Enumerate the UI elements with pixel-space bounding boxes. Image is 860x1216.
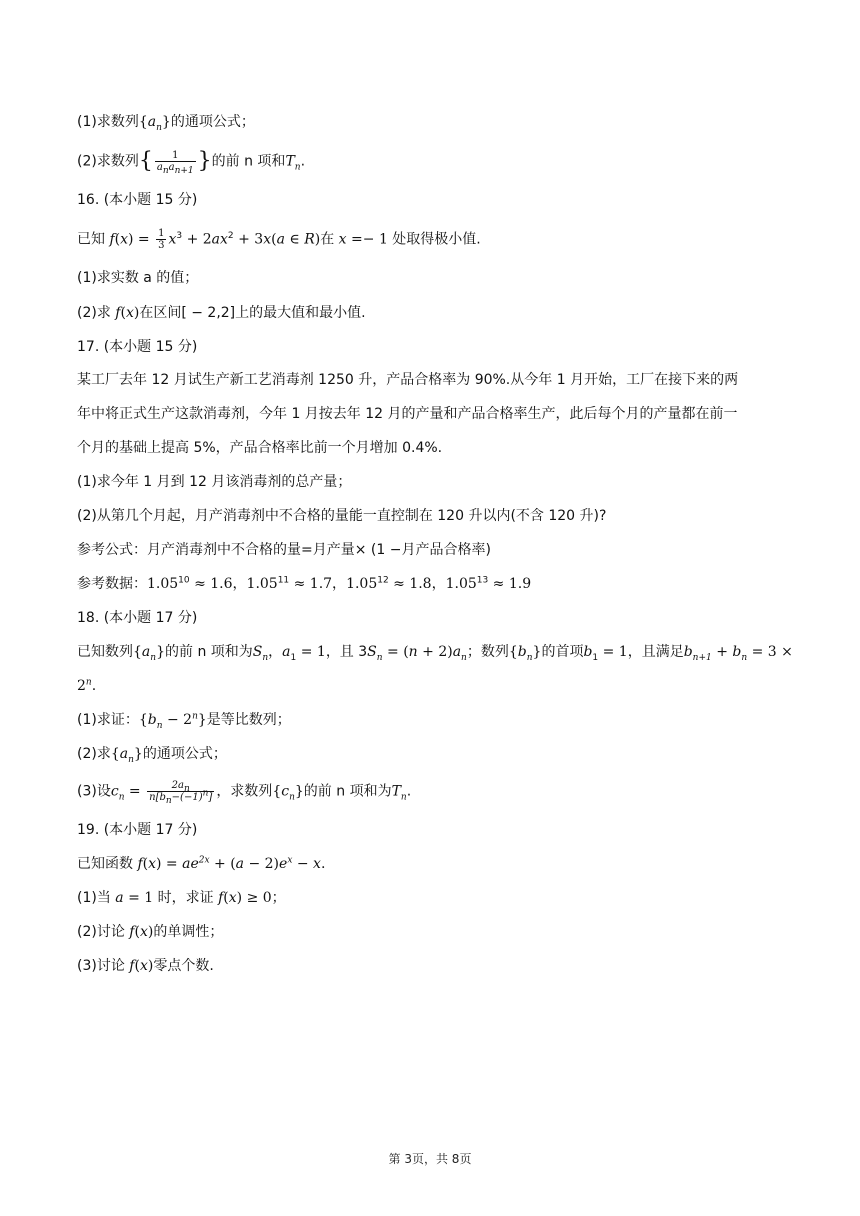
q17-stem-line2: 年中将正式生产这款消毒剂，今年 1 月按去年 12 月的产量和产品合格率生产，此后每个月的产量都在前一 (77, 406, 738, 422)
q19-part3: (3)讨论 f(x)零点个数. (77, 958, 214, 974)
q18-part2: (2)求$\{a_n\}$的通项公式； (77, 746, 227, 765)
q19-part2: (2)讨论 f(x)的单调性； (77, 924, 224, 940)
q17-ref-formula: 参考公式：月产消毒剂中不合格的量=月产量× (1 −月产品合格率) (77, 542, 491, 558)
q17-stem-line3: 个月的基础上提高 5%，产品合格率比前一个月增加 0.4%. (77, 440, 443, 456)
q15-part1: (1)求数列$\{a_n\}$的通项公式； (77, 114, 255, 133)
q17-ref-data: 参考数据：$1.05^{10} \approx 1.6$，$1.05^{11} \approx 1.7$，$1.05^{12} \approx 1.8$，$1.05^{13} \approx 1.9$ (77, 575, 532, 592)
q19-stem: 已知函数 $f(x) = ae^{2x} + (a - 2)e^x - x$. (77, 855, 326, 872)
q17-stem-line1: 某工厂去年 12 月试生产新工艺消毒剂 1250 升，产品合格率为 90%.从今年 1 月开始，工厂在接下来的两 (77, 372, 739, 388)
q19-part1: (1)当 a = 1 时，求证 f(x) ≥ 0； (77, 890, 286, 906)
q17-part1: (1)求今年 1 月到 12 月该消毒剂的总产量； (77, 474, 352, 490)
q19-heading: 19. (本小题 17 分) (77, 822, 198, 838)
q15-part2: (2)求数列{ $\frac{1}{a_na_{n+1}}$ }的前 n 项和$T_n$. (77, 148, 306, 176)
q16-part2: (2)求 f(x)在区间[ − 2,2]上的最大值和最小值. (77, 305, 366, 321)
q17-heading: 17. (本小题 15 分) (77, 339, 198, 355)
q16-stem: 已知 f(x) = $\frac{1}{3}$ $x^3 + 2ax^2 + 3x(a$ ∈ R)在 x =− 1 处取得极小值. (77, 228, 481, 251)
q18-part3: (3)设$c_n$ = $\frac{2a_n}{n[b_n-(-1)^n]}$ ，求数列$\{c_n\}$的前 n 项和为$T_n$. (77, 780, 412, 806)
q16-part1: (1)求实数 a 的值； (77, 270, 199, 286)
page-footer: 第 3页，共 8页 (388, 1152, 472, 1166)
q18-part1: (1)求证：$\{b_n - 2^n\}$是等比数列； (77, 711, 291, 731)
q18-stem-line2: 2$^n$. (77, 677, 97, 694)
q18-heading: 18. (本小题 17 分) (77, 610, 198, 626)
q17-part2: (2)从第几个月起，月产消毒剂中不合格的量能一直控制在 120 升以内(不含 120 升)? (77, 508, 607, 524)
q18-stem-line1: 已知数列$\{a_n\}$的前 n 项和为$S_n$，$a_1 = 1$，且 $3S_n = (n + 2)a_n$；数列$\{b_n\}$的首项$b_1 = 1$，且满足$b_{n+1} + b_n = 3$ × (77, 644, 793, 663)
q16-heading: 16. (本小题 15 分) (77, 192, 198, 208)
